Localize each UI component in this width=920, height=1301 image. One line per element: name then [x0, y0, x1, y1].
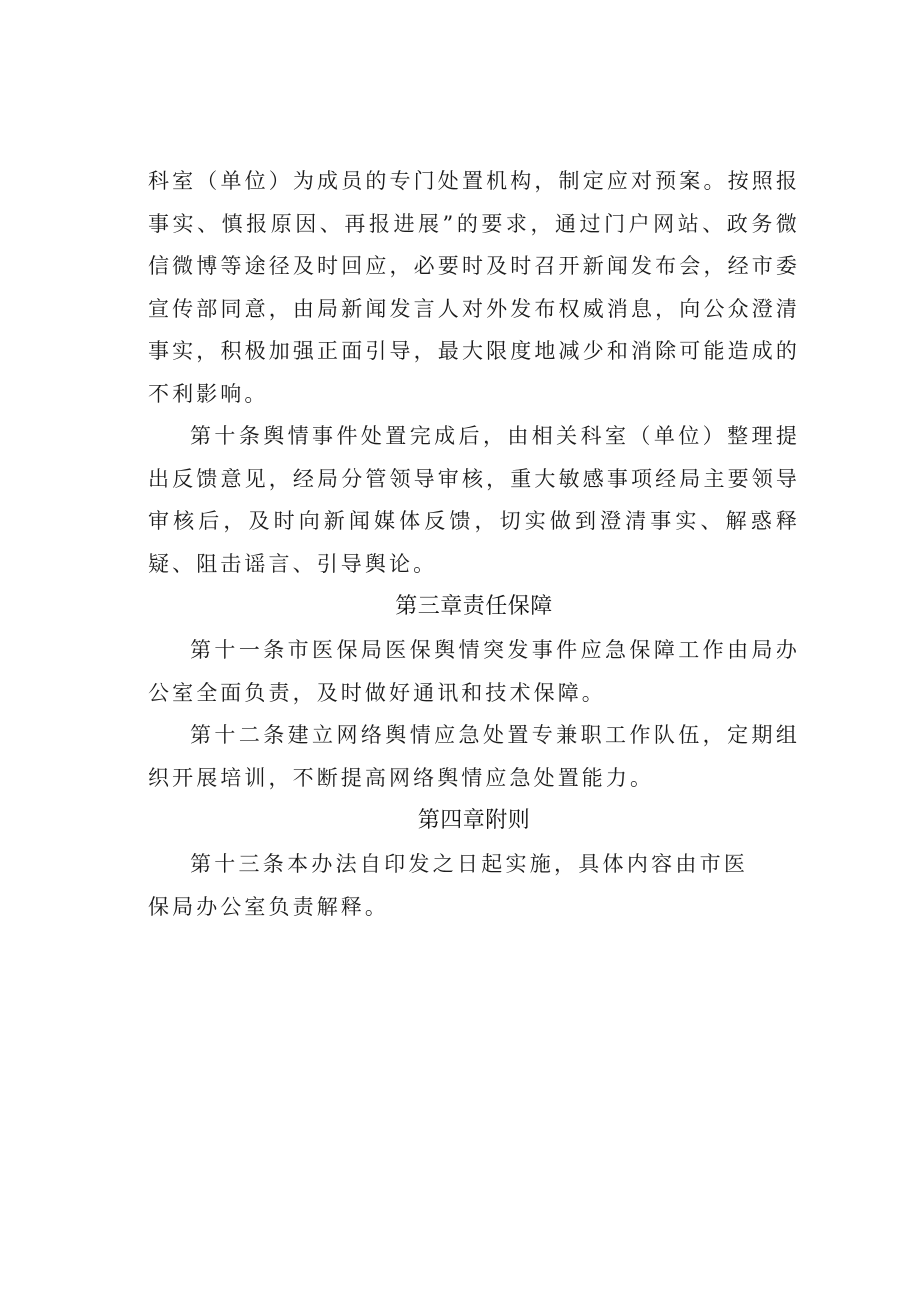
document-page — [148, 160, 800, 928]
article-10: 第十条舆情事件处置完成后，由相关科室（单位）整理提出反馈意见，经局分管领导审核，重大敏感事项经局主要领导审核后，及时向新闻媒体反馈，切实做到澄清事实、解惑释疑、阻击谣言、引导舆论。 — [148, 424, 800, 576]
chapter-3-title: 第三章责任保障 — [395, 594, 553, 619]
paragraph-continued: 科室（单位）为成员的专门处置机构，制定应对预案。按照报事实、慎报原因、再报进展”的要求，通过门户网站、政务微信微博等途径及时回应，必要时及时召开新闻发布会，经市委宣传部同意，由局新闻发言人对外发布权威消息，向公众澄清事实，积极加强正面引导，最大限度地减少和消除可能造成的不利影响。 — [148, 169, 800, 406]
article-12: 第十二条建立网络舆情应急处置专兼职工作队伍，定期组织开展培训，不断提高网络舆情应急处置能力。 — [148, 723, 800, 790]
article-13: 第十三条本办法自印发之日起实施，具体内容由市医保局办公室负责解释。 — [148, 852, 748, 919]
article-11: 第十一条市医保局医保舆情突发事件应急保障工作由局办公室全面负责，及时做好通讯和技术保障。 — [148, 638, 800, 705]
chapter-4-title: 第四章附则 — [417, 808, 531, 833]
